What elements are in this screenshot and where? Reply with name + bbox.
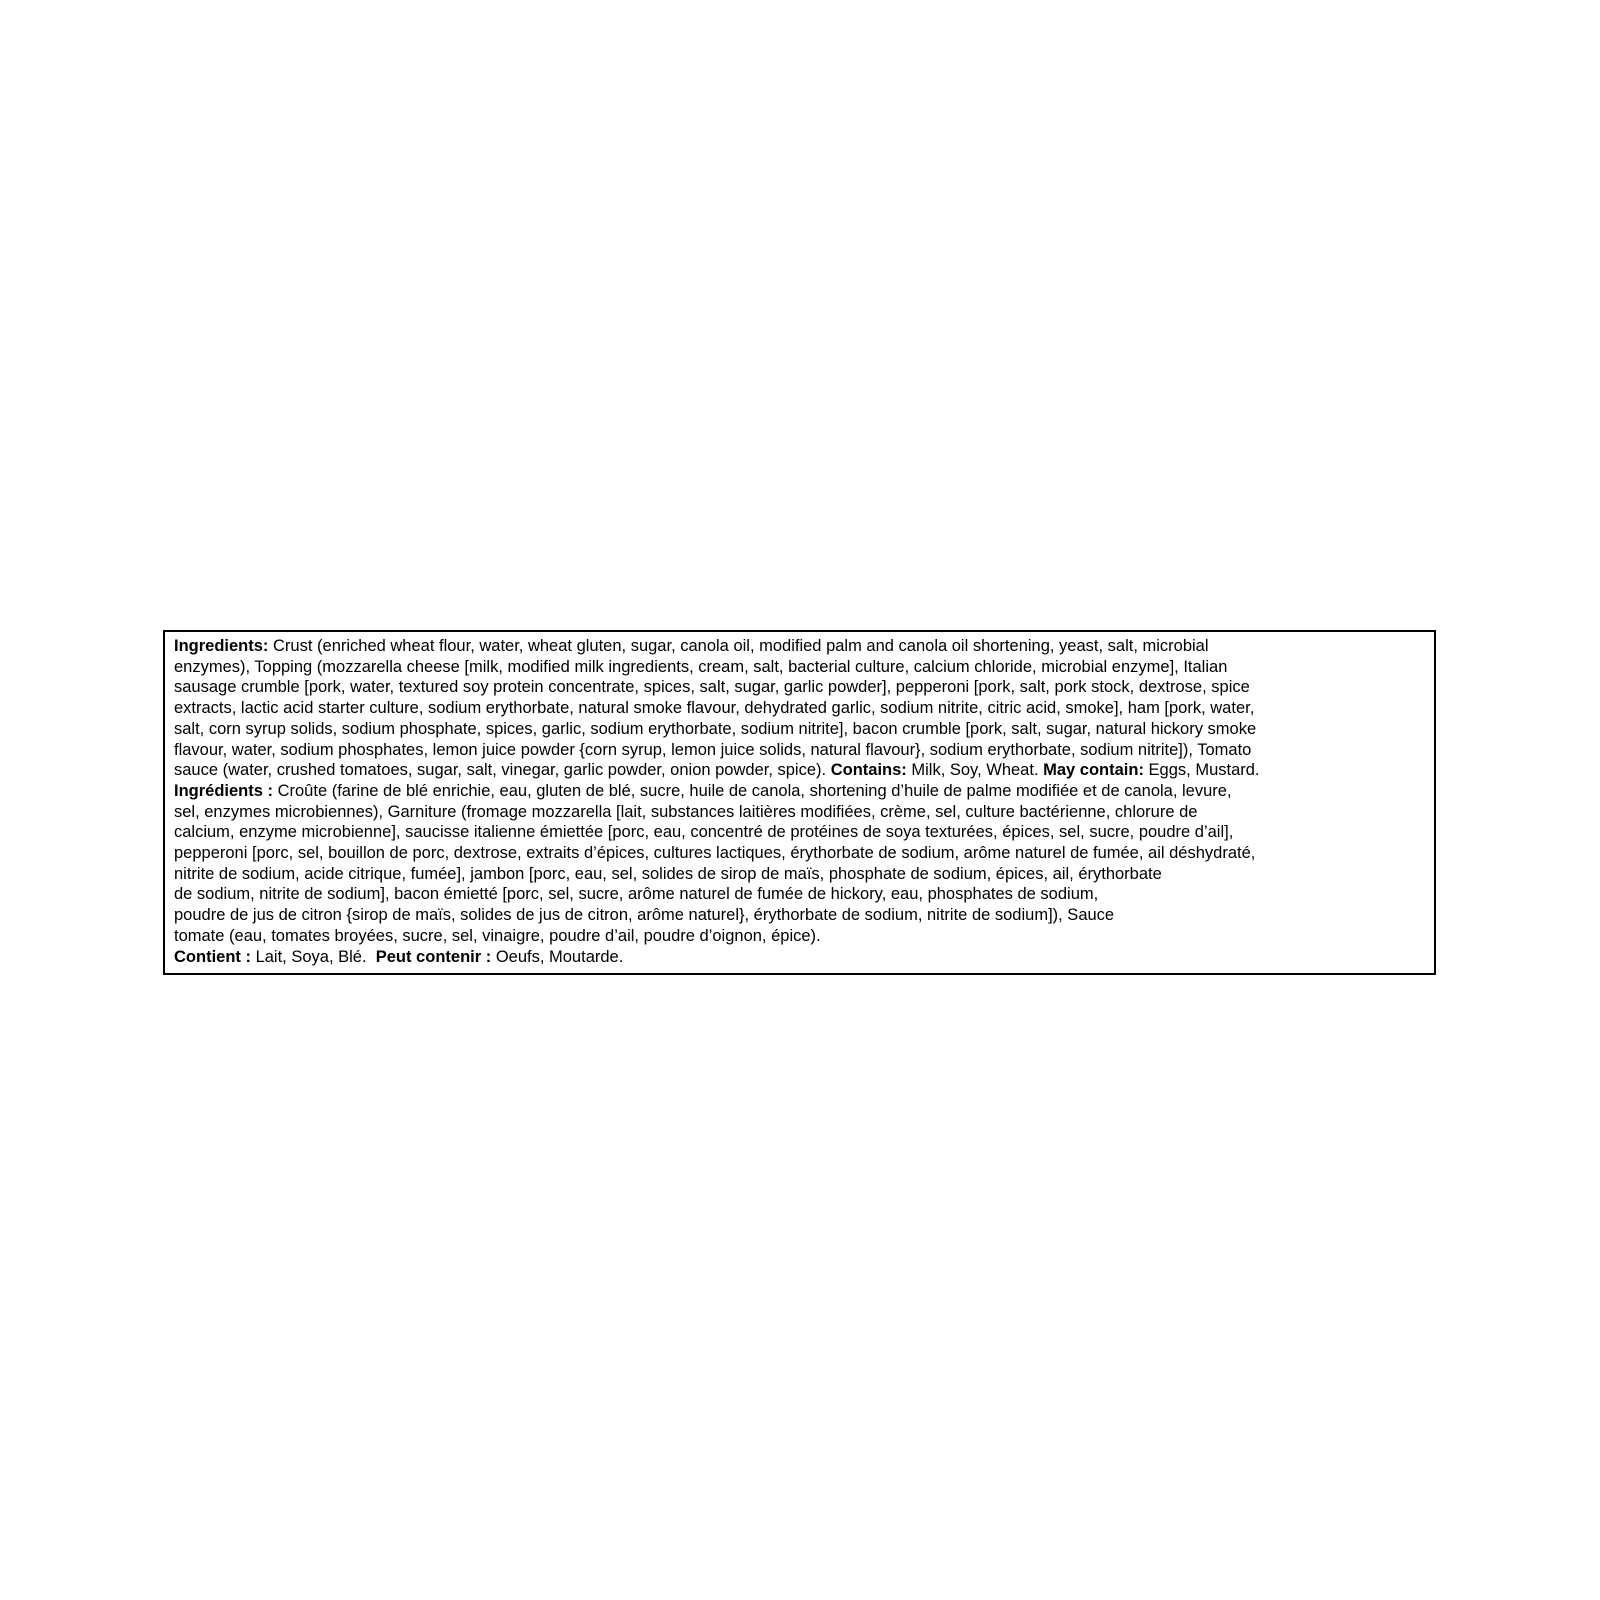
text-segment: enzymes), Topping (mozzarella cheese [milk, modified milk ingredients, cream, salt, bacterial culture, calcium chloride, microbial enzyme], Italian (174, 657, 1228, 676)
ingredients-line (174, 760, 1426, 781)
text-segment: de sodium, nitrite de sodium], bacon émietté [porc, sel, sucre, arôme naturel de fumée de hickory, eau, phosphates de sodium, (174, 885, 1099, 904)
ingredients-line (174, 657, 1426, 678)
ingredients-line (174, 843, 1426, 864)
text-segment: Milk, Soy, Wheat. (906, 761, 1044, 780)
text-segment: Lait, Soya, Blé. (250, 947, 376, 966)
ingredients-line (174, 781, 1426, 802)
ingredients-line (174, 947, 1426, 968)
text-segment: Croûte (farine de blé enrichie, eau, gluten de blé, sucre, huile de canola, shortening d’huile de palme modifiée et de canola, levure, (277, 781, 1232, 800)
ingredients-line (174, 636, 1426, 657)
ingredients-line (174, 926, 1426, 947)
text-segment: Crust (enriched wheat flour, water, wheat gluten, sugar, canola oil, modified palm and canola oil shortening, yeast, salt, microbial (273, 637, 1209, 655)
ingredients-line (174, 719, 1426, 740)
text-segment: Oeufs, Moutarde. (491, 947, 624, 966)
section-label-segment: Ingrédients : (174, 781, 278, 800)
ingredients-line (174, 905, 1426, 926)
text-segment: tomate (eau, tomates broyées, sucre, sel, vinaigre, poudre d’ail, poudre d’oignon, épice). (174, 926, 821, 945)
text-segment: sausage crumble [pork, water, textured soy protein concentrate, spices, salt, sugar, garlic powder], pepperoni [pork, salt, pork stock, dextrose, spice (174, 678, 1250, 697)
text-segment: salt, corn syrup solids, sodium phosphate, spices, garlic, sodium erythorbate, sodium nitrite], bacon crumble [pork, salt, sugar, natural hickory smoke (174, 719, 1257, 738)
ingredients-line (174, 802, 1426, 823)
section-label-segment: Contient : (174, 947, 251, 966)
text-segment: nitrite de sodium, acide citrique, fumée], jambon [porc, eau, sel, solides de sirop de maïs, phosphate de sodium, épices, ail, érythorbate (174, 864, 1162, 883)
text-segment: flavour, water, sodium phosphates, lemon juice powder {corn syrup, lemon juice solids, natural flavour}, sodium erythorbate, sodium nitrite]), Tomato (174, 740, 1252, 759)
ingredients-line (174, 884, 1426, 905)
text-segment: poudre de jus de citron {sirop de maïs, solides de jus de citron, arôme naturel}, érythorbate de sodium, nitrite de sodium]), Sauce (174, 906, 1115, 925)
section-label-segment: May contain: (1043, 761, 1144, 780)
text-segment: Eggs, Mustard. (1143, 761, 1260, 780)
ingredients-panel (163, 630, 1436, 975)
text-segment: extracts, lactic acid starter culture, sodium erythorbate, natural smoke flavour, dehydrated garlic, sodium nitrite, citric acid, smoke], ham [pork, water, (174, 699, 1255, 718)
text-segment: sel, enzymes microbiennes), Garniture (fromage mozzarella [lait, substances laitières modifiées, crème, sel, culture bactérienne, chlorure de (174, 802, 1198, 821)
section-label-segment: Contains: (830, 761, 907, 780)
ingredients-line (174, 822, 1426, 843)
text-segment: sauce (water, crushed tomatoes, sugar, salt, vinegar, garlic powder, onion powder, spice). (174, 761, 831, 780)
section-label-segment: Ingredients: (174, 637, 274, 655)
ingredients-line (174, 740, 1426, 761)
section-label-segment: Peut contenir : (375, 947, 492, 966)
text-segment: pepperoni [porc, sel, bouillon de porc, dextrose, extraits d’épices, cultures lactiques, érythorbate de sodium, arôme naturel de fumée, ail déshydraté, (174, 844, 1256, 863)
ingredients-line (174, 698, 1426, 719)
ingredients-line (174, 864, 1426, 885)
text-segment: calcium, enzyme microbienne], saucisse italienne émiettée [porc, eau, concentré de protéines de soya texturées, épices, sel, sucre, poudre d’ail], (174, 823, 1234, 842)
ingredients-line (174, 677, 1426, 698)
